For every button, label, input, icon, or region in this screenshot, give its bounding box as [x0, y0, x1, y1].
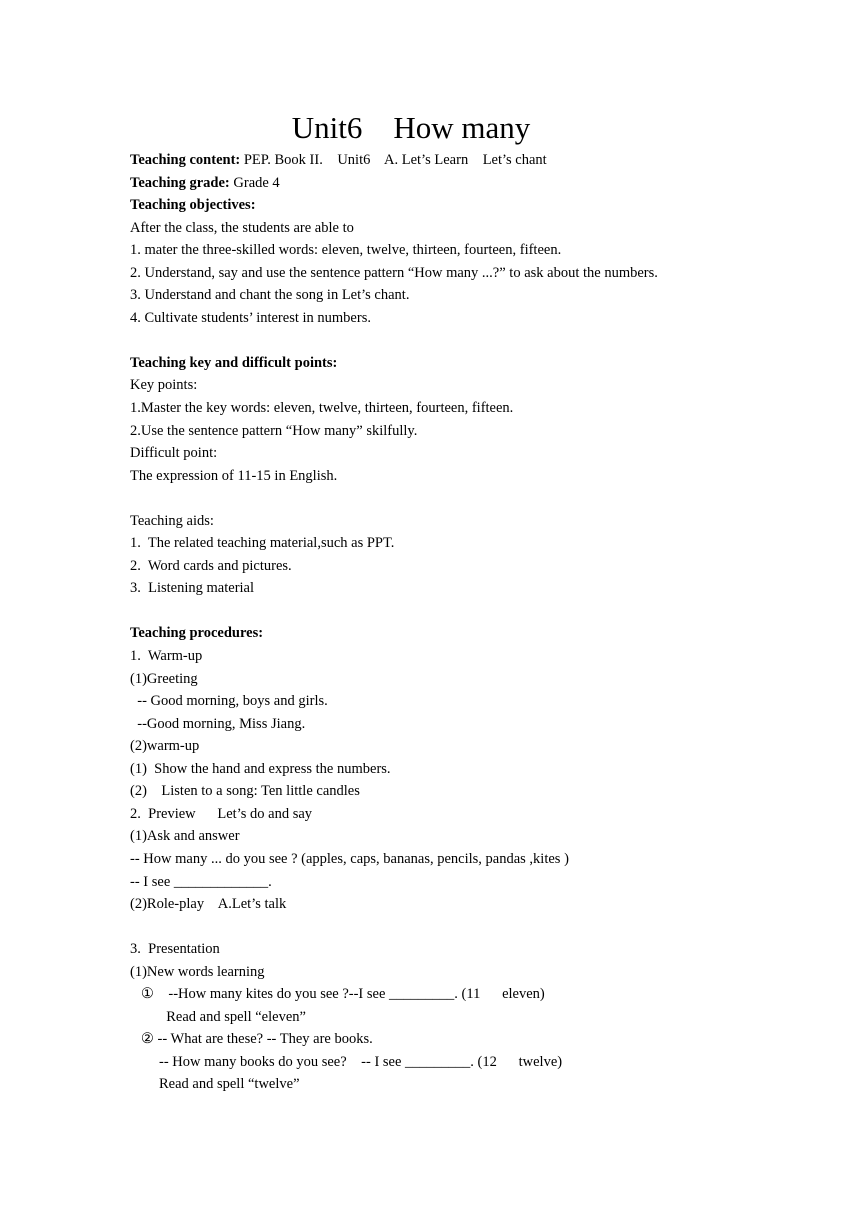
teaching-content-label: Teaching content:: [130, 152, 241, 168]
procedure-line: (2) Listen to a song: Ten little candles: [130, 783, 360, 800]
spacer: [130, 329, 820, 352]
objectives-line: 2. Understand, say and use the sentence pattern “How many ...?” to ask about the numbers.: [130, 264, 658, 281]
objectives-line: 1. mater the three-skilled words: eleven, twelve, thirteen, fourteen, fifteen.: [130, 242, 562, 259]
procedure-line: 1. Warm-up: [130, 648, 203, 665]
procedure-line: (1) Show the hand and express the numbers.: [130, 760, 391, 777]
procedures-heading: Teaching procedures:: [130, 625, 264, 642]
teaching-grade-line: [130, 172, 820, 195]
teaching-content-line: [130, 149, 820, 172]
procedure-line: --Good morning, Miss Jiang.: [130, 715, 306, 732]
key-points-line: 1.Master the key words: eleven, twelve, thirteen, fourteen, fifteen.: [130, 400, 514, 417]
key-points-line: The expression of 11-15 in English.: [130, 467, 338, 484]
aids-line: 1. The related teaching material,such as PPT.: [130, 535, 395, 552]
aids-line: 3. Listening material: [130, 580, 255, 597]
key-points-line: Difficult point:: [130, 445, 218, 462]
objectives-heading: Teaching objectives:: [130, 197, 256, 214]
procedure-line: 2. Preview Let’s do and say: [130, 805, 313, 822]
procedure-line: (2)warm-up: [130, 738, 200, 755]
aids-line: 2. Word cards and pictures.: [130, 557, 292, 574]
key-points-line: Key points:: [130, 377, 198, 394]
procedure-line: Read and spell “twelve”: [130, 1076, 300, 1093]
key-points-heading: Teaching key and difficult points:: [130, 354, 338, 371]
procedure-line: ① --How many kites do you see ?--I see _________. (11 eleven): [130, 986, 545, 1003]
procedure-line: -- How many ... do you see ? (apples, caps, bananas, pencils, pandas ,kites ): [130, 850, 569, 867]
procedure-line: 3. Presentation: [130, 941, 220, 958]
spacer: [130, 916, 820, 939]
procedure-line: (1)New words learning: [130, 963, 265, 980]
objectives-line: 3. Understand and chant the song in Let’s chant.: [130, 287, 410, 304]
objectives-line: After the class, the students are able to: [130, 219, 354, 236]
document-body: [130, 149, 820, 1096]
procedure-line: Read and spell “eleven”: [130, 1008, 306, 1025]
procedure-line: -- How many books do you see? -- I see _________. (12 twelve): [130, 1053, 563, 1070]
teaching-grade-label: Teaching grade:: [130, 174, 230, 191]
key-points-line: 2.Use the sentence pattern “How many” skilfully.: [130, 422, 418, 439]
procedure-line: (1)Ask and answer: [130, 828, 240, 845]
procedure-line: (2)Role-play A.Let’s talk: [130, 896, 287, 913]
procedure-line: -- Good morning, boys and girls.: [130, 693, 328, 710]
teaching-content-value: PEP. Book II. Unit6 A. Let’s Learn Let’s chant: [240, 152, 547, 168]
objectives-line: 4. Cultivate students’ interest in numbers.: [130, 309, 371, 326]
aids-line: Teaching aids:: [130, 512, 214, 529]
procedure-line: (1)Greeting: [130, 670, 198, 687]
teaching-grade-value: Grade 4: [229, 174, 280, 191]
document-title: Unit6 How many: [291, 110, 531, 145]
procedure-line: -- I see _____________.: [130, 873, 272, 890]
procedure-line: ② -- What are these? -- They are books.: [130, 1031, 373, 1048]
spacer: [130, 487, 820, 510]
spacer: [130, 600, 820, 623]
